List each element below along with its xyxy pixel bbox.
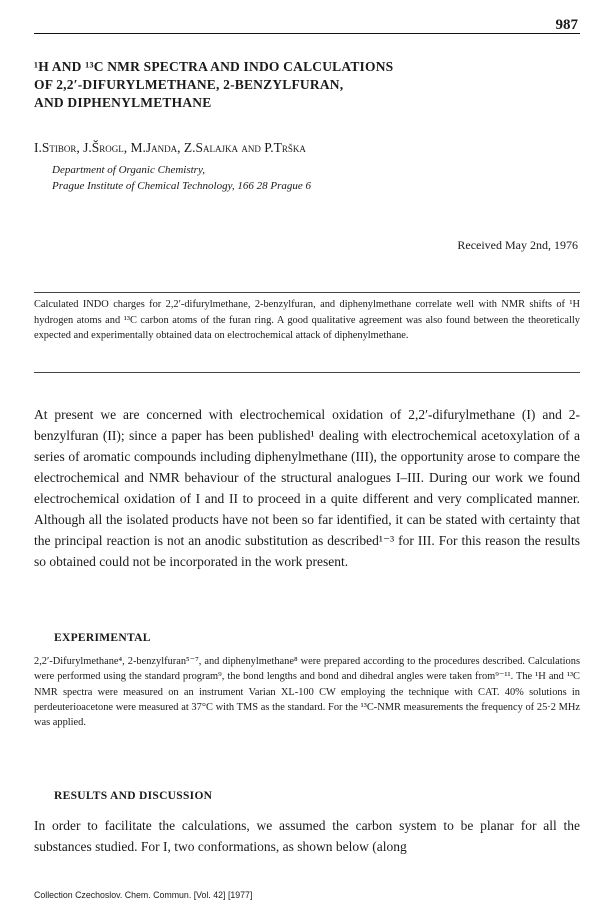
header-rule [34, 33, 580, 34]
page-number: 987 [555, 17, 578, 33]
abstract-bottom-rule [34, 372, 580, 373]
authors: I.Stibor, J.Šrogl, M.Janda, Z.Salajka and P.Trška [34, 140, 306, 155]
title-line-1: ¹H AND ¹³C NMR SPECTRA AND INDO CALCULATIONS [34, 59, 394, 74]
affiliation [52, 162, 311, 194]
title-line-3: AND DIPHENYLMETHANE [34, 95, 212, 110]
abstract-top-rule [34, 292, 580, 293]
experimental-heading: EXPERIMENTAL [54, 632, 151, 644]
journal-footer: Collection Czechoslov. Chem. Commun. [Vol. 42] [1977] [34, 890, 253, 900]
results-heading: RESULTS AND DISCUSSION [54, 790, 213, 802]
abstract: Calculated INDO charges for 2,2′-difurylmethane, 2-benzylfuran, and diphenylmethane correlate well with NMR shifts of ¹H hydrogen atoms and ¹³C carbon atoms of the furan ring. A good qualitative agreement was also found between the theoretically expected and experimentally obtained data on electrochemical attack of diphenylmethane. [34, 299, 580, 341]
affiliation-line-2: Prague Institute of Chemical Technology, 166 28 Prague 6 [52, 180, 311, 192]
article-title [34, 58, 554, 112]
affiliation-line-1: Department of Organic Chemistry, [52, 164, 205, 176]
title-line-2: OF 2,2′-DIFURYLMETHANE, 2-BENZYLFURAN, [34, 77, 344, 92]
results-paragraph: In order to facilitate the calculations, we assumed the carbon system to be planar for all the substances studied. For I, two conformations, as shown below (along [34, 818, 580, 854]
received-date: Received May 2nd, 1976 [457, 238, 578, 252]
experimental-paragraph: 2,2′-Difurylmethane⁴, 2-benzylfuran⁵⁻⁷, and diphenylmethane⁸ were prepared according to the procedures described. Calculations were performed using the standard program⁹, the bond lengths and bond and dihedral angles were taken from⁹⁻¹¹. The ¹H and ¹³C NMR spectra were measured on an instrument Varian XL-100 CW employing the technique with CAT. 40% solutions in perdeuterioacetone were measured at 37°C with TMS as the standard. For the ¹³C-NMR measurements the frequency of 25·2 MHz was applied. [34, 656, 580, 729]
intro-paragraph: At present we are concerned with electrochemical oxidation of 2,2′-difurylmethane (I) and 2-benzylfuran (II); since a paper has been published¹ dealing with electrochemical acetoxylation of a series of aromatic compounds including diphenylmethane (III), the opportunity arose to compare the electrochemical and NMR behaviour of the structural analogues I–III. During our work we found electrochemical oxidation of I and II to proceed in a quite different and very complicated manner. Although all the isolated products have not been so far identified, it can be stated with certainty that the principal reaction is not an anodic substitution as described¹⁻³ for III. For this reason the results so obtained could not be incorporated in the work present. [34, 407, 580, 569]
